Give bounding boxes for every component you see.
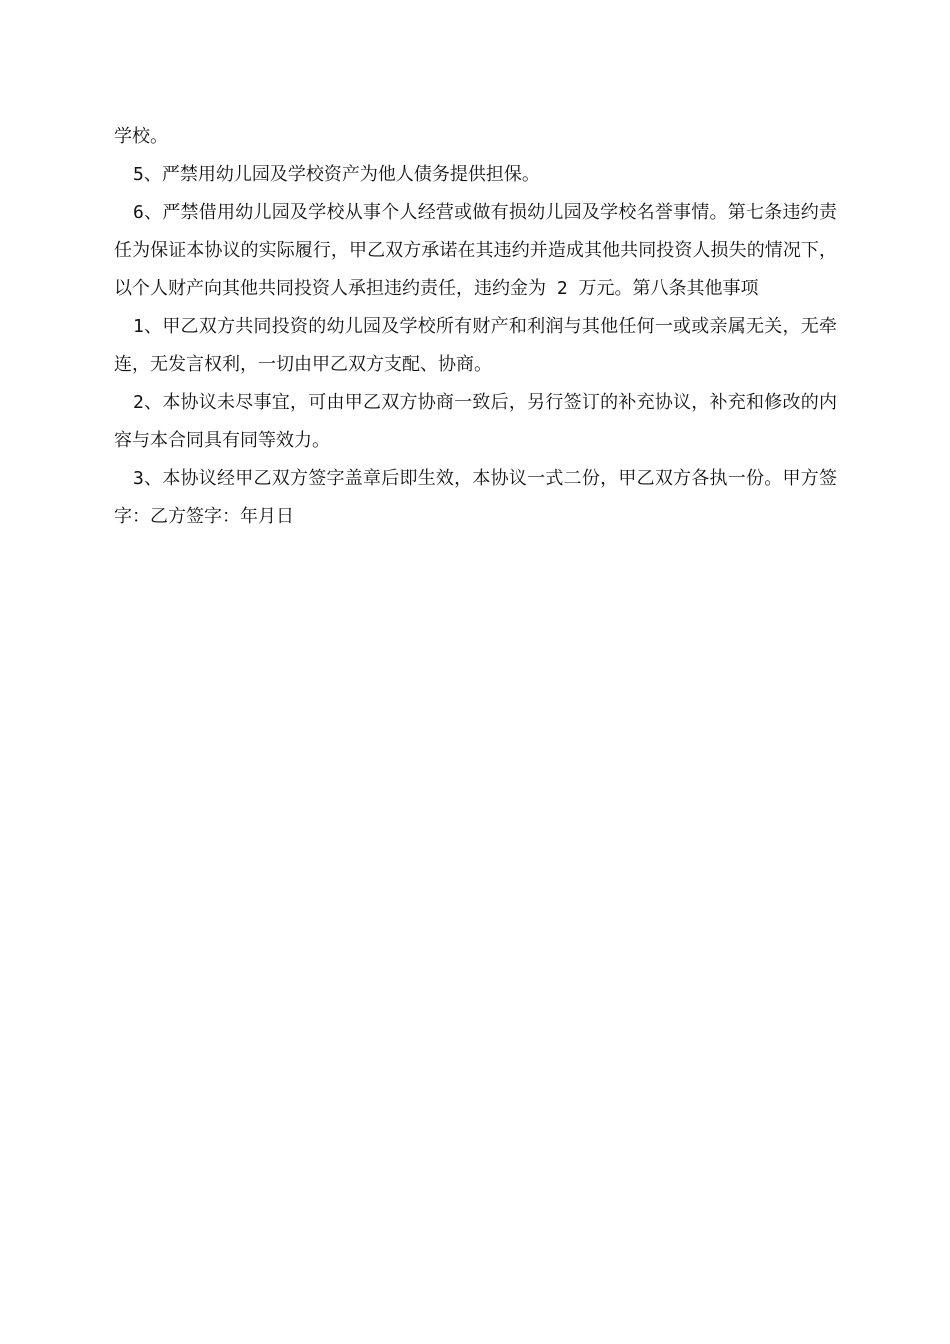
paragraph-item-5: 5、严禁用幼儿园及学校资产为他人债务提供担保。: [133, 164, 540, 185]
document-body: [114, 118, 837, 536]
paragraph-other-item-2: 2、本协议未尽事宜，可由甲乙双方协商一致后，另行签订的补充协议，补充和修改的内容与本合同具有同等效力。: [114, 392, 837, 451]
paragraph-continuation: 学校。: [114, 126, 168, 147]
paragraph-item-6: 6、严禁借用幼儿园及学校从事个人经营或做有损幼儿园及学校名誉事情。第七条违约责任为保证本协议的实际履行，甲乙双方承诺在其违约并造成其他共同投资人损失的情况下，以个人财产向其他共同投资人承担违约责任，违约金为 2 万元。第八条其他事项: [114, 202, 837, 299]
paragraph-other-item-1: 1、甲乙双方共同投资的幼儿园及学校所有财产和利润与其他任何一或或亲属无关，无牵连，无发言权利，一切由甲乙双方支配、协商。: [114, 316, 837, 375]
paragraph-other-item-3: 3、本协议经甲乙双方签字盖章后即生效，本协议一式二份，甲乙双方各执一份。甲方签字：乙方签字：年月日: [114, 468, 837, 527]
